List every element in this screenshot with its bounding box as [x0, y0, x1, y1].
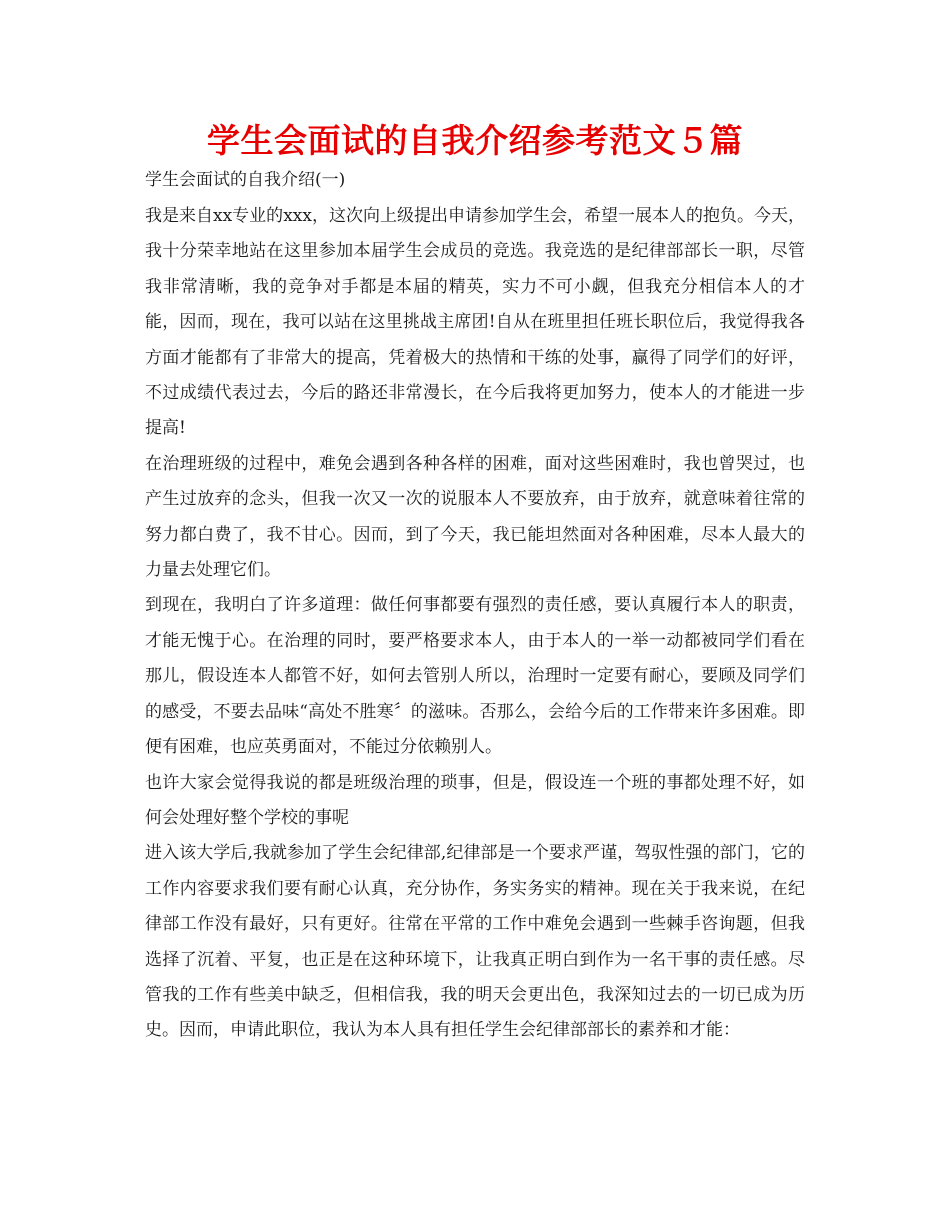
- document-body: [145, 199, 805, 1049]
- section-heading: 学生会面试的自我介绍(一): [145, 170, 346, 190]
- paragraph: 我是来自xx专业的xxx，这次向上级提出申请参加学生会，希望一展本人的抱负。今天，我十分荣幸地站在这里参加本届学生会成员的竞选。我竞选的是纪律部部长一职，尽管我非常清晰，我的竞争对手都是本届的精英，实力不可小觑，但我充分相信本人的才能，因而，现在，我可以站在这里挑战主席团!自从在班里担任班长职位后，我觉得我各方面才能都有了非常大的提高，凭着极大的热情和干练的处事，赢得了同学们的好评，不过成绩代表过去，今后的路还非常漫长，在今后我将更加努力，使本人的才能进一步提高!: [145, 206, 805, 439]
- paragraph: 也许大家会觉得我说的都是班级治理的琐事，但是，假设连一个班的事都处理不好，如何会处理好整个学校的事呢: [145, 772, 805, 828]
- paragraph: 进入该大学后,我就参加了学生会纪律部,纪律部是一个要求严谨，驾驭性强的部门，它的工作内容要求我们要有耐心认真，充分协作，务实务实的精神。现在关于我来说，在纪律部工作没有最好，只有更好。往常在平常的工作中难免会遇到一些棘手咨询题，但我选择了沉着、平复，也正是在这种环境下，让我真正明白到作为一名干事的责任感。尽管我的工作有些美中缺乏，但相信我，我的明天会更出色，我深知过去的一切已成为历史。因而，申请此职位，我认为本人具有担任学生会纪律部部长的素养和才能：: [145, 843, 805, 1041]
- paragraph: 到现在，我明白了许多道理：做任何事都要有强烈的责任感，要认真履行本人的职责，才能无愧于心。在治理的同时，要严格要求本人，由于本人的一举一动都被同学们看在那儿，假设连本人都管不好，如何去管别人所以，治理时一定要有耐心，要顾及同学们的感受，不要去品味“高处不胜寒〞的滋味。否那么，会给今后的工作带来许多困难。即便有困难，也应英勇面对，不能过分依赖别人。: [145, 595, 805, 758]
- document-title: 学生会面试的自我介绍参考范文５篇: [207, 121, 743, 160]
- paragraph: 在治理班级的过程中，难免会遇到各种各样的困难，面对这些困难时，我也曾哭过，也产生过放弃的念头，但我一次又一次的说服本人不要放弃，由于放弃，就意味着往常的努力都白费了，我不甘心。因而，到了今天，我已能坦然面对各种困难，尽本人最大的力量去处理它们。: [145, 453, 805, 581]
